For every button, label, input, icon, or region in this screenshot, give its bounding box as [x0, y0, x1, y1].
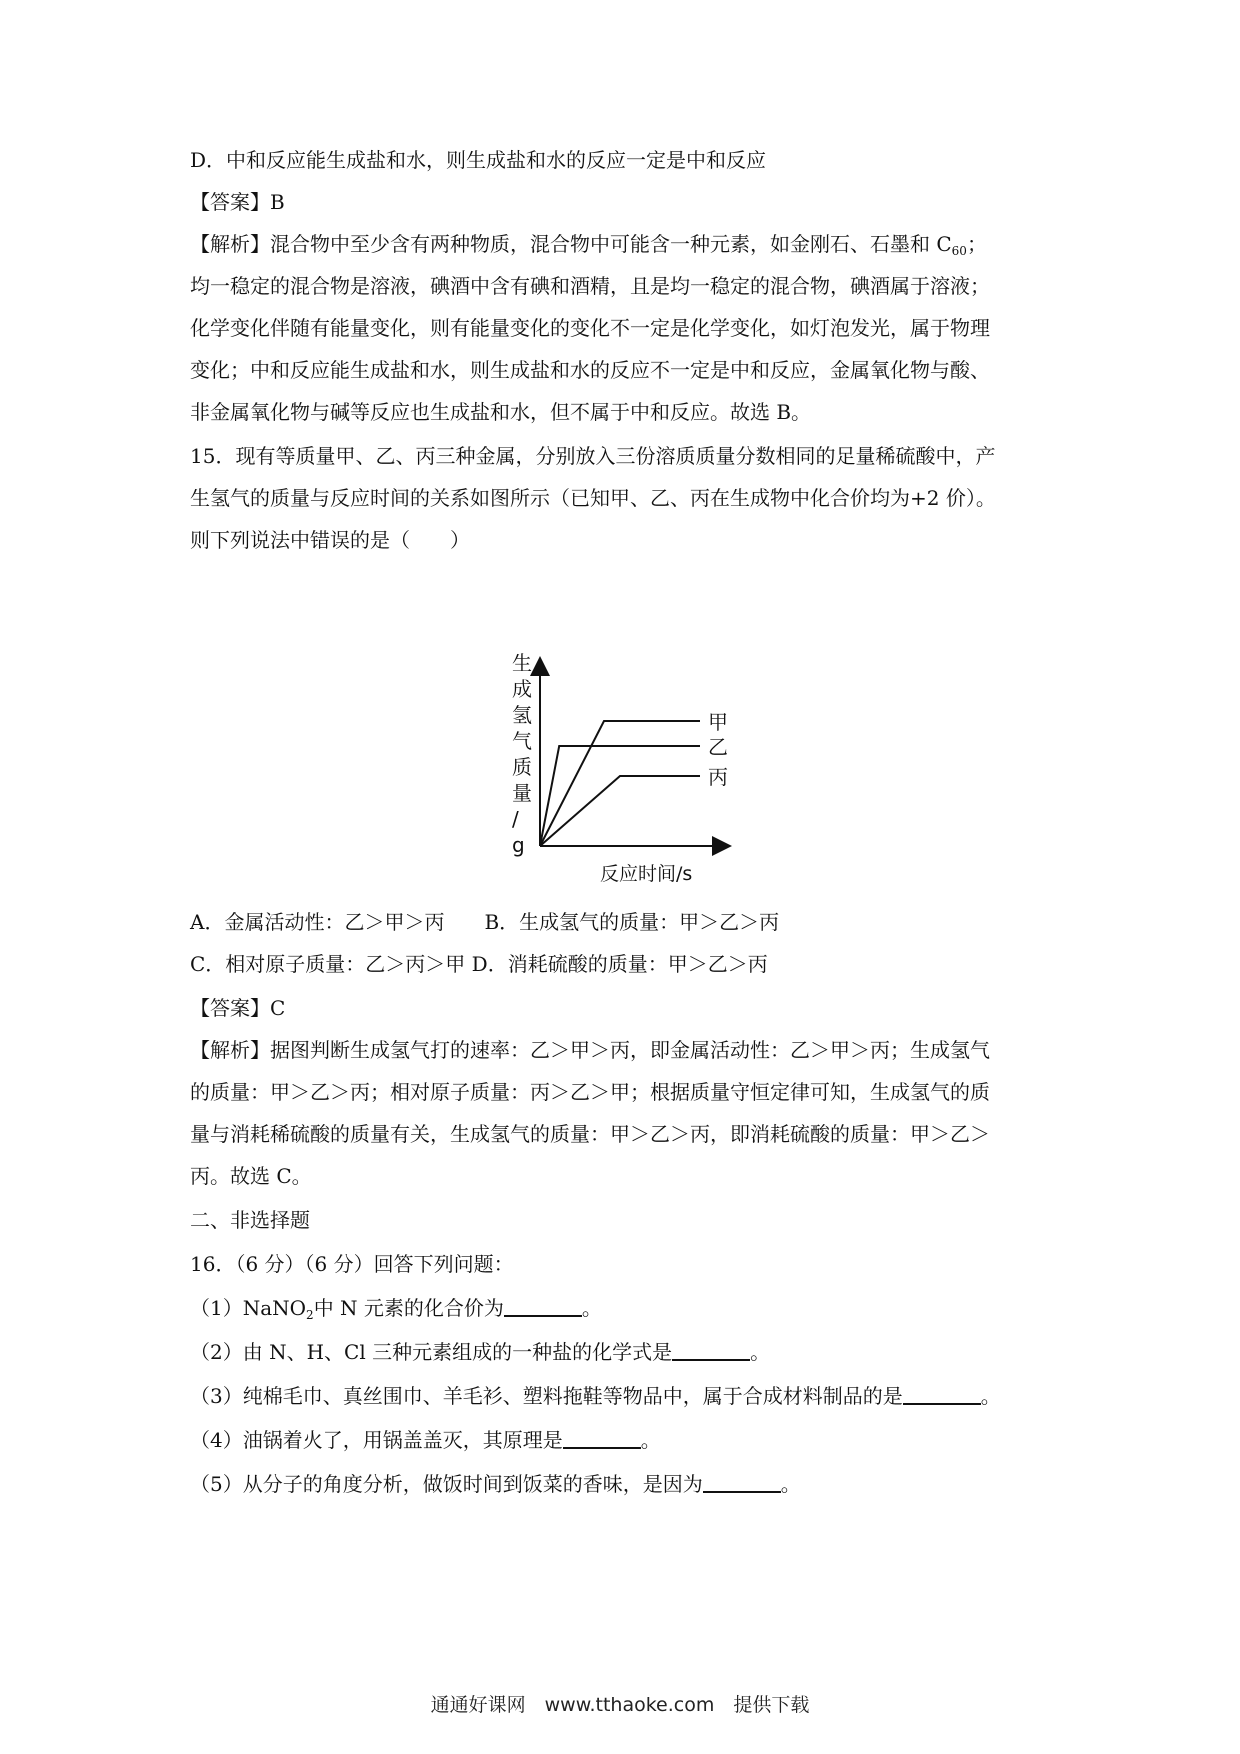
answer-blank-4[interactable] [563, 1427, 641, 1449]
series-label-2: 乙 [708, 735, 728, 759]
y-label-char: 质 [512, 755, 532, 779]
analysis-prev-line-5: 非金属氧化物与碱等反应也生成盐和水，但不属于中和反应。故选 B。 [190, 400, 812, 424]
page-footer: 通通好课网 www.tthaoke.com 提供下载 [430, 1694, 810, 1716]
series-line-1 [540, 721, 700, 846]
hydrogen-mass-chart [490, 648, 750, 888]
q15-options-ab: A．金属活动性：乙＞甲＞丙 B．生成氢气的质量：甲＞乙＞丙 [190, 910, 780, 934]
series-label-1: 甲 [708, 710, 728, 734]
option-d-prev: D．中和反应能生成盐和水，则生成盐和水的反应一定是中和反应 [190, 148, 767, 172]
analysis-prev-line-4: 变化；中和反应能生成盐和水，则生成盐和水的反应不一定是中和反应，金属氧化物与酸、 [190, 358, 990, 382]
answer-blank-5[interactable] [703, 1471, 781, 1493]
y-label-char: 成 [512, 677, 532, 701]
q15-options-cd: C．相对原子质量：乙＞丙＞甲 D．消耗硫酸的质量：甲＞乙＞丙 [190, 952, 768, 976]
series-line-3 [540, 776, 700, 846]
x-axis-label: 反应时间/s [600, 863, 693, 885]
q16-part-4: （4）油锅着火了，用锅盖盖灭，其原理是 。 [190, 1428, 661, 1452]
y-label-char: / [512, 807, 519, 831]
y-axis-label [512, 651, 532, 857]
y-label-char: g [512, 833, 525, 857]
q16-part-5: （5）从分子的角度分析，做饭时间到饭菜的香味，是因为 。 [190, 1472, 801, 1496]
q15-analysis-line-2: 的质量：甲＞乙＞丙；相对原子质量：丙＞乙＞甲；根据质量守恒定律可知，生成氢气的质 [190, 1080, 990, 1104]
q15-stem-line-2: 生氢气的质量与反应时间的关系如图所示（已知甲、乙、丙在生成物中化合价均为+2 价）。 [190, 486, 996, 510]
y-label-char: 氢 [512, 703, 532, 727]
q15-stem-line-1: 15．现有等质量甲、乙、丙三种金属，分别放入三份溶质质量分数相同的足量稀硫酸中，产 [190, 444, 996, 468]
answer-blank-3[interactable] [903, 1383, 981, 1405]
analysis-prev-line-3: 化学变化伴随有能量变化，则有能量变化的变化不一定是化学变化，如灯泡发光，属于物理 [190, 316, 990, 340]
q15-analysis-line-1: 【解析】据图判断生成氢气打的速率：乙＞甲＞丙，即金属活动性：乙＞甲＞丙；生成氢气 [190, 1038, 990, 1062]
analysis-prev-line-2: 均一稳定的混合物是溶液，碘酒中含有碘和酒精，且是均一稳定的混合物，碘酒属于溶液； [190, 274, 990, 298]
y-label-char: 量 [512, 781, 532, 805]
q15-stem-line-3: 则下列说法中错误的是（ ） [190, 528, 470, 552]
q16-part-3: （3）纯棉毛巾、真丝围巾、羊毛衫、塑料拖鞋等物品中，属于合成材料制品的是 。 [190, 1384, 1001, 1408]
series-line-2 [540, 746, 700, 846]
y-label-char: 气 [512, 729, 532, 753]
answer-blank-1[interactable] [504, 1295, 582, 1317]
q16-title: 16．（6 分）（6 分）回答下列问题： [190, 1252, 514, 1276]
q16-part-2: （2）由 N、H、Cl 三种元素组成的一种盐的化学式是 。 [190, 1340, 771, 1364]
section-title: 二、非选择题 [190, 1208, 310, 1232]
q16-part-1: （1）NaNO$_2$中 N 元素的化合价为 。 [190, 1296, 602, 1322]
q15-analysis-line-3: 量与消耗稀硫酸的质量有关，生成氢气的质量：甲＞乙＞丙，即消耗硫酸的质量：甲＞乙＞ [190, 1122, 990, 1146]
answer-prev: 【答案】B [190, 190, 285, 214]
series-label-3: 丙 [708, 765, 728, 789]
q15-answer: 【答案】C [190, 996, 286, 1020]
analysis-prev-line-1: 【解析】混合物中至少含有两种物质，混合物中可能含一种元素，如金刚石、石墨和 $C_{60}$； [190, 232, 987, 258]
y-label-char: 生 [512, 651, 532, 675]
answer-blank-2[interactable] [672, 1339, 750, 1361]
q15-analysis-line-4: 丙。故选 C。 [190, 1164, 312, 1188]
